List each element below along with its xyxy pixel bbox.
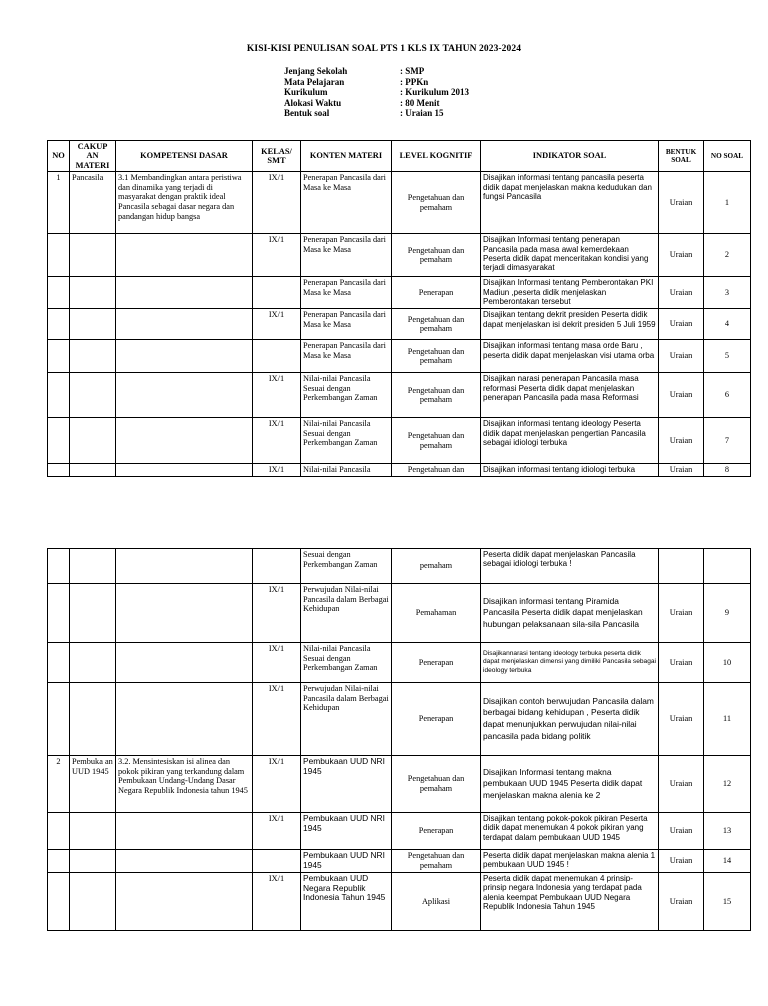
cell-kd	[116, 643, 253, 683]
cell-kd	[116, 309, 253, 340]
cell-cakupan	[70, 373, 116, 418]
grid-table-page-1	[47, 140, 751, 477]
cell-konten: Perwujudan Nilai-nilai Pancasila dalam Berbagai Kehidupan	[301, 683, 392, 756]
cell-kelas	[253, 277, 301, 309]
cell-nosoal: 12	[704, 756, 751, 813]
meta-label: Mata Pelajaran	[284, 76, 345, 87]
document-title: KISI-KISI PENULISAN SOAL PTS 1 KLS IX TAHUN 2023-2024	[246, 44, 522, 54]
cell-bentuk: Uraian	[659, 234, 704, 277]
cell-konten: Pembukaan UUD NRI 1945	[301, 813, 392, 850]
header-kd: KOMPETENSI DASAR	[116, 141, 253, 172]
cell-konten: Nilai-nilai Pancasila	[301, 464, 392, 477]
cell-indikator: Disajikan informasi tentang masa orde Baru , peserta didik dapat menjelaskan visi utama orba	[481, 340, 659, 373]
header-cakupan: CAKUP AN MATERI	[70, 141, 116, 172]
table-row	[48, 873, 751, 931]
header-kelas: KELAS/ SMT	[253, 141, 301, 172]
meta-row	[284, 66, 469, 77]
cell-cakupan	[70, 464, 116, 477]
cell-nosoal: 13	[704, 813, 751, 850]
cell-konten: Nilai-nilai Pancasila Sesuai dengan Perkembangan Zaman	[301, 418, 392, 464]
cell-no	[48, 813, 70, 850]
cell-cakupan	[70, 340, 116, 373]
cell-kelas: IX/1	[253, 418, 301, 464]
cell-kelas: IX/1	[253, 309, 301, 340]
cell-indikator: Disajikan contoh berwujudan Pancasila dalam berbagai bidang kehidupan , Peserta didik dapat menunjukkan perwujudan nilai-nilai pancasila pada bidang politik	[481, 683, 659, 756]
cell-kd: 3.1 Membandingkan antara peristiwa dan dinamika yang terjadi di masyarakat dengan praktik ideal Pancasila sebagai dasar negara dan pandangan hidup bangsa	[116, 172, 253, 234]
document-meta	[284, 66, 469, 119]
cell-nosoal: 5	[704, 340, 751, 373]
cell-nosoal: 10	[704, 643, 751, 683]
cell-kd	[116, 873, 253, 931]
cell-bentuk: Uraian	[659, 464, 704, 477]
meta-label: Alokasi Waktu	[284, 97, 342, 108]
cell-cakupan	[70, 850, 116, 873]
cell-level: pemaham	[392, 549, 481, 584]
cell-cakupan	[70, 813, 116, 850]
table-row	[48, 683, 751, 756]
cell-kelas: IX/1	[253, 683, 301, 756]
cell-no: 2	[48, 756, 70, 813]
cell-indikator: Disajikan informasi tentang ideology Peserta didik dapat menjelaskan pengertian Pancasila sebagai idiologi terbuka	[481, 418, 659, 464]
meta-label: Jenjang Sekolah	[284, 66, 348, 76]
cell-nosoal	[704, 549, 751, 584]
cell-level: Penerapan	[392, 683, 481, 756]
cell-nosoal: 1	[704, 172, 751, 234]
cell-bentuk: Uraian	[659, 643, 704, 683]
table-row	[48, 309, 751, 340]
cell-cakupan	[70, 584, 116, 643]
cell-bentuk: Uraian	[659, 584, 704, 643]
cell-kelas: IX/1	[253, 234, 301, 277]
cell-indikator: Disajikan informasi tentang pancasila peserta didik dapat menjelaskan makna kedudukan dan fungsi Pancasila	[481, 172, 659, 234]
cell-kd	[116, 418, 253, 464]
meta-label: Kurikulum	[284, 87, 328, 97]
cell-konten: Penerapan Pancasila dari Masa ke Masa	[301, 277, 392, 309]
cell-cakupan	[70, 683, 116, 756]
cell-level: Pengetahuan dan pemaham	[392, 373, 481, 418]
meta-row	[284, 98, 469, 109]
meta-value: : Uraian 15	[400, 108, 444, 118]
cell-nosoal: 15	[704, 873, 751, 931]
cell-bentuk: Uraian	[659, 277, 704, 309]
cell-konten: Pembukaan UUD NRI 1945	[301, 756, 392, 813]
cell-level: Penerapan	[392, 643, 481, 683]
header-konten: KONTEN MATERI	[301, 141, 392, 172]
cell-level: Pengetahuan dan pemaham	[392, 309, 481, 340]
cell-indikator: Disajikan tentang pokok-pokok pikiran Peserta didik dapat menemukan 4 pokok pikiran yang terdapat dalam pembukaan UUD 1945	[481, 813, 659, 850]
table-row	[48, 418, 751, 464]
cell-kelas: IX/1	[253, 584, 301, 643]
cell-konten: Pembukaan UUD NRI 1945	[301, 850, 392, 873]
header-nosoal: NO SOAL	[704, 141, 751, 172]
meta-value: : PPKn	[400, 76, 429, 87]
table-row	[48, 584, 751, 643]
cell-level: Pengetahuan dan	[392, 464, 481, 477]
cell-no	[48, 584, 70, 643]
cell-no: 1	[48, 172, 70, 234]
header-indikator: INDIKATOR SOAL	[481, 141, 659, 172]
cell-bentuk: Uraian	[659, 172, 704, 234]
cell-kelas: IX/1	[253, 172, 301, 234]
cell-bentuk: Uraian	[659, 373, 704, 418]
cell-kd	[116, 584, 253, 643]
cell-indikator: Disajikan tentang dekrit presiden Peserta didik dapat menjelaskan isi dekrit presiden 5 Juli 1959	[481, 309, 659, 340]
cell-indikator: Disajikan informasi tentang idiologi terbuka	[481, 464, 659, 477]
cell-konten: Nilai-nilai Pancasila Sesuai dengan Perkembangan Zaman	[301, 373, 392, 418]
cell-kelas: IX/1	[253, 464, 301, 477]
cell-no	[48, 234, 70, 277]
table-row	[48, 813, 751, 850]
cell-bentuk	[659, 549, 704, 584]
cell-cakupan: Pancasila	[70, 172, 116, 234]
cell-indikator: Disajikannarasi tentang ideology terbuka peserta didik dapat menjelaskan dimensi yang dimiliki Pancasila sebagai ideology terbuka	[481, 643, 659, 683]
cell-konten: Perwujudan Nilai-nilai Pancasila dalam Berbagai Kehidupan	[301, 584, 392, 643]
table-row	[48, 643, 751, 683]
cell-no	[48, 549, 70, 584]
cell-nosoal: 3	[704, 277, 751, 309]
cell-kelas: IX/1	[253, 373, 301, 418]
cell-konten: Penerapan Pancasila dari Masa ke Masa	[301, 309, 392, 340]
cell-kd	[116, 277, 253, 309]
cell-nosoal: 2	[704, 234, 751, 277]
cell-no	[48, 309, 70, 340]
meta-label: Bentuk soal	[284, 108, 330, 118]
cell-kelas	[253, 549, 301, 584]
cell-kd	[116, 464, 253, 477]
table-header-row	[48, 141, 751, 172]
cell-cakupan: Pembuka an UUD 1945	[70, 756, 116, 813]
cell-level: Pengetahuan dan pemaham	[392, 756, 481, 813]
cell-level: Aplikasi	[392, 873, 481, 931]
cell-cakupan	[70, 643, 116, 683]
cell-kd	[116, 813, 253, 850]
cell-no	[48, 277, 70, 309]
cell-kelas: IX/1	[253, 813, 301, 850]
cell-bentuk: Uraian	[659, 850, 704, 873]
cell-konten: Penerapan Pancasila dari Masa ke Masa	[301, 172, 392, 234]
meta-row	[284, 77, 469, 88]
cell-level: Pengetahuan dan pemaham	[392, 172, 481, 234]
cell-konten: Pembukaan UUD Negara Republik Indonesia Tahun 1945	[301, 873, 392, 931]
cell-kd	[116, 340, 253, 373]
cell-indikator: Disajikan Informasi tentang makna pembukaan UUD 1945 Peserta didik dapat menjelaskan makna alenia ke 2	[481, 756, 659, 813]
cell-indikator: Disajikan narasi penerapan Pancasila masa reformasi Peserta didik dapat menjelaskan penerapan Pancasila pada masa Reformasi	[481, 373, 659, 418]
table-row	[48, 756, 751, 813]
cell-cakupan	[70, 873, 116, 931]
table-row	[48, 373, 751, 418]
cell-cakupan	[70, 418, 116, 464]
cell-konten: Penerapan Pancasila dari Masa ke Masa	[301, 340, 392, 373]
cell-kelas: IX/1	[253, 643, 301, 683]
grid-table-page-2	[47, 548, 751, 931]
cell-no	[48, 683, 70, 756]
cell-bentuk: Uraian	[659, 340, 704, 373]
cell-kd	[116, 234, 253, 277]
cell-level: Pemahaman	[392, 584, 481, 643]
cell-nosoal: 14	[704, 850, 751, 873]
cell-kelas	[253, 850, 301, 873]
cell-konten: Penerapan Pancasila dari Masa ke Masa	[301, 234, 392, 277]
cell-kelas	[253, 340, 301, 373]
table-row	[48, 277, 751, 309]
cell-no	[48, 418, 70, 464]
table-row	[48, 464, 751, 477]
cell-level: Pengetahuan dan pemaham	[392, 418, 481, 464]
cell-nosoal: 4	[704, 309, 751, 340]
table-row	[48, 340, 751, 373]
cell-no	[48, 340, 70, 373]
cell-level: Penerapan	[392, 277, 481, 309]
cell-kd	[116, 373, 253, 418]
meta-value: : SMP	[400, 66, 425, 76]
cell-nosoal: 7	[704, 418, 751, 464]
cell-level: Pengetahuan dan pemaham	[392, 850, 481, 873]
cell-nosoal: 8	[704, 464, 751, 477]
meta-value: : 80 Menit	[400, 97, 440, 108]
header-no: NO	[48, 141, 70, 172]
cell-level: Pengetahuan dan pemaham	[392, 234, 481, 277]
cell-no	[48, 850, 70, 873]
cell-bentuk: Uraian	[659, 813, 704, 850]
cell-cakupan	[70, 234, 116, 277]
table-row	[48, 850, 751, 873]
cell-kd: 3.2. Mensintesiskan isi alinea dan pokok pikiran yang terkandung dalam Pembukaan Undang-Undang Dasar Negara Republik Indonesia tahun 1945	[116, 756, 253, 813]
cell-nosoal: 6	[704, 373, 751, 418]
cell-indikator: Peserta didik dapat menjelaskan Pancasila sebagai idiologi terbuka !	[481, 549, 659, 584]
cell-no	[48, 643, 70, 683]
cell-cakupan	[70, 309, 116, 340]
cell-kd	[116, 683, 253, 756]
cell-indikator: Disajikan Informasi tentang penerapan Pancasila pada masa awal kemerdekaan Peserta didik dapat menceritakan kondisi yang terjadi dimasyarakat	[481, 234, 659, 277]
table-row	[48, 172, 751, 234]
cell-no	[48, 873, 70, 931]
cell-indikator: Peserta didik dapat menemukan 4 prinsip-prinsip negara Indonesia yang terdapat pada alenia keempat Pembukaan UUD Negara Republik Indonesia Tahun 1945	[481, 873, 659, 931]
header-level: LEVEL KOGNITIF	[392, 141, 481, 172]
table-row	[48, 234, 751, 277]
cell-no	[48, 373, 70, 418]
cell-bentuk: Uraian	[659, 683, 704, 756]
cell-indikator: Disajikan Informasi tentang Pemberontakan PKI Madiun ,peserta didik menjelaskan Pemberontakan tersebut	[481, 277, 659, 309]
cell-konten: Nilai-nilai Pancasila Sesuai dengan Perkembangan Zaman	[301, 643, 392, 683]
cell-nosoal: 9	[704, 584, 751, 643]
cell-bentuk: Uraian	[659, 756, 704, 813]
meta-row	[284, 87, 469, 98]
meta-value: : Kurikulum 2013	[400, 87, 470, 97]
cell-indikator: Peserta didik dapat menjelaskan makna alenia 1 pembukaan UUD 1945 !	[481, 850, 659, 873]
cell-level: Penerapan	[392, 813, 481, 850]
cell-kelas: IX/1	[253, 756, 301, 813]
cell-no	[48, 464, 70, 477]
cell-level: Pengetahuan dan pemaham	[392, 340, 481, 373]
header-bentuk: BENTUK SOAL	[659, 141, 704, 172]
cell-bentuk: Uraian	[659, 873, 704, 931]
table-row	[48, 549, 751, 584]
meta-row	[284, 108, 469, 119]
cell-indikator: Disajikan informasi tentang Piramida Pancasila Peserta didik dapat menjelaskan hubungan pelaksanaan sila-sila Pancasila	[481, 584, 659, 643]
cell-kd	[116, 549, 253, 584]
cell-bentuk: Uraian	[659, 309, 704, 340]
cell-nosoal: 11	[704, 683, 751, 756]
cell-konten: Sesuai dengan Perkembangan Zaman	[301, 549, 392, 584]
cell-bentuk: Uraian	[659, 418, 704, 464]
cell-kelas: IX/1	[253, 873, 301, 931]
cell-cakupan	[70, 277, 116, 309]
cell-cakupan	[70, 549, 116, 584]
cell-kd	[116, 850, 253, 873]
